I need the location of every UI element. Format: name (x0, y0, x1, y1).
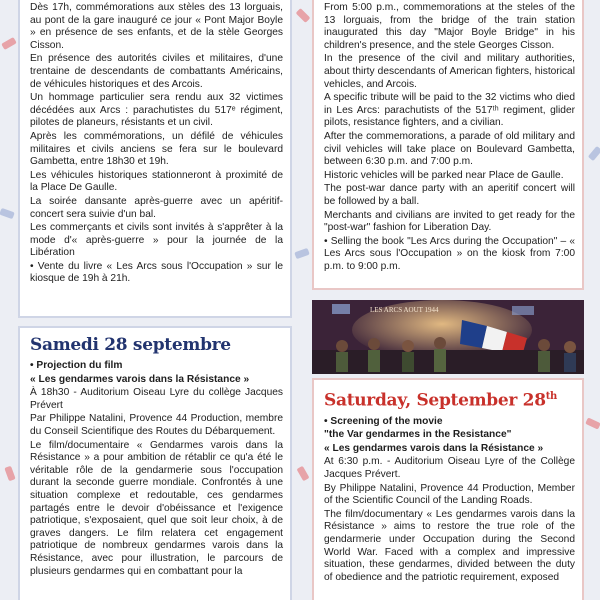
fr-paragraph: Les véhicules historiques stationneront à proximité de la Place De Gaulle. (30, 169, 283, 194)
confetti-decoration (0, 208, 15, 219)
en-film-title: "the Var gendarmes in the Resistance" (324, 429, 512, 441)
en-film-title-fr: « Les gendarmes varois dans la Résistance » (324, 442, 544, 454)
french-saturday-box (18, 326, 292, 600)
fr-paragraph: La soirée dansante après-guerre avec un apéritif-concert sera suivie d'un bal. (30, 195, 283, 220)
confetti-decoration (1, 37, 17, 50)
en-paragraph: From 5:00 p.m., commemorations at the steles of the 13 lorguais, from the bridge of the train station inaugurated this day "Major Boyle Bridge" in his children's presence, and the stele Georges Cisson. (324, 2, 575, 51)
en-saturday-heading (324, 386, 575, 412)
en-paragraph: A specific tribute will be paid to the 32 victims who died in Les Arcs: parachutists of the 517ᵗʰ regiment, glider pilots, resistance fighters, and a civilian. (324, 92, 575, 129)
en-paragraph: Merchants and civilians are invited to get ready for the "post-war" fashion for Liberation Day. (324, 209, 575, 234)
fr-film-title: « Les gendarmes varois dans la Résistance » (30, 373, 250, 385)
english-saturday-box (312, 378, 584, 600)
fr-screening-item: • Projection du film (30, 360, 123, 371)
confetti-decoration (296, 8, 311, 23)
fr-paragraph: Après les commémorations, un défilé de véhicules militaires et civils anciens se fera sur le boulevard Gambetta, entre 18h30 et 19h. (30, 130, 283, 168)
confetti-decoration (585, 417, 600, 429)
fr-paragraph: Le film/documentaire « Gendarmes varois dans la Résistance » a pour ambition de rétablir ce qu'a été le véritable rôle de la gendarmerie sous l'occupation durant la seconde guerre mondiale. Confrontés à une situation complexe et redoutable, ces gendarmes partagés entre le devoir d'obéissance et l'exigence patriotique, s'exposaient, quel que soit leur choix, à de graves dangers. Le film relatera cet engagement patriotique de nombreux gendarmes varois dans la Résistance, avec pour illustration, le parcours de plusieurs gendarmes qui en combattant pour la (30, 439, 283, 577)
fr-paragraph: Dès 17h, commémorations aux stèles des 13 lorguais, au pont de la gare inauguré ce jour « Pont Major Boyle » en présence de ses enfants, et de la stèle Georges Cisson. (30, 2, 283, 51)
fr-venue: À 18h30 - Auditorium Oiseau Lyre du collège Jacques Prévert (30, 387, 283, 411)
confetti-decoration (294, 248, 310, 259)
fr-paragraph: • Vente du livre « Les Arcs sous l'Occupation » sur le kiosque de 19h à 21h. (30, 260, 283, 285)
confetti-decoration (588, 146, 600, 161)
english-program-box (312, 0, 584, 290)
french-program-box (18, 0, 292, 318)
fr-saturday-heading: Samedi 28 septembre (30, 335, 231, 355)
en-paragraph: By Philippe Natalini, Provence 44 Production, Member of the Scientific Council of the Landing Roads. (324, 482, 575, 507)
event-photo (312, 300, 584, 374)
en-screening-item: • Screening of the movie (324, 415, 443, 427)
en-paragraph: The film/documentary « Les gendarmes varois dans la Résistance » aims to restore the true role of the gendarmerie under Occupation during the Second World War. Faced with a complex and impressive situation, these gendarmes, divided between the duty of obedience and the patriotic requirement, exposed (324, 508, 575, 583)
en-paragraph: Historic vehicles will be parked near Place de Gaulle. (324, 169, 564, 181)
confetti-decoration (4, 466, 15, 482)
photo-banner: LES ARCS AOUT 1944 (370, 306, 439, 314)
fr-paragraph: En présence des autorités civiles et militaires, d'une trentaine de descendants de combattants Américains, de véhicules historiques et des Arcois. (30, 53, 283, 90)
en-saturday-heading-suffix: th (545, 391, 558, 402)
en-paragraph: • Selling the book "Les Arcs during the Occupation" – « Les Arcs sous l'Occupation » on the kiosk from 7:00 p.m. to 9:00 p.m. (324, 235, 575, 272)
en-paragraph: In the presence of the civil and military authorities, about thirty descendants of American fighters, historical vehicles, and Arcois. (324, 53, 575, 90)
en-paragraph: After the commemorations, a parade of old military and civil vehicles will take place on Boulevard Gambetta, between 6:30 p.m. and 7:00 p.m. (324, 130, 575, 168)
fr-paragraph: Par Philippe Natalini, Provence 44 Production, membre du Conseil Scientifique des Routes du Débarquement. (30, 413, 283, 437)
event-photo-illustration (312, 300, 584, 374)
confetti-decoration (296, 466, 309, 482)
en-saturday-heading-text: Saturday, September 28 (324, 390, 546, 411)
en-venue: At 6:30 p.m. - Auditorium Oiseau Lyre of the Collège Jacques Prévert. (324, 456, 575, 481)
en-paragraph: The post-war dance party with an aperitif concert will be followed by a ball. (324, 183, 575, 207)
fr-paragraph: Les commerçants et civils sont invités à s'apprêter à la mode d'« après-guerre » pour la journée de la Libération (30, 222, 283, 259)
fr-paragraph: Un hommage particulier sera rendu aux 32 victimes décédées aux Arcs : parachutistes du 517ᵉ régiment, pilotes de planeurs, résistants et un civil. (30, 92, 283, 129)
